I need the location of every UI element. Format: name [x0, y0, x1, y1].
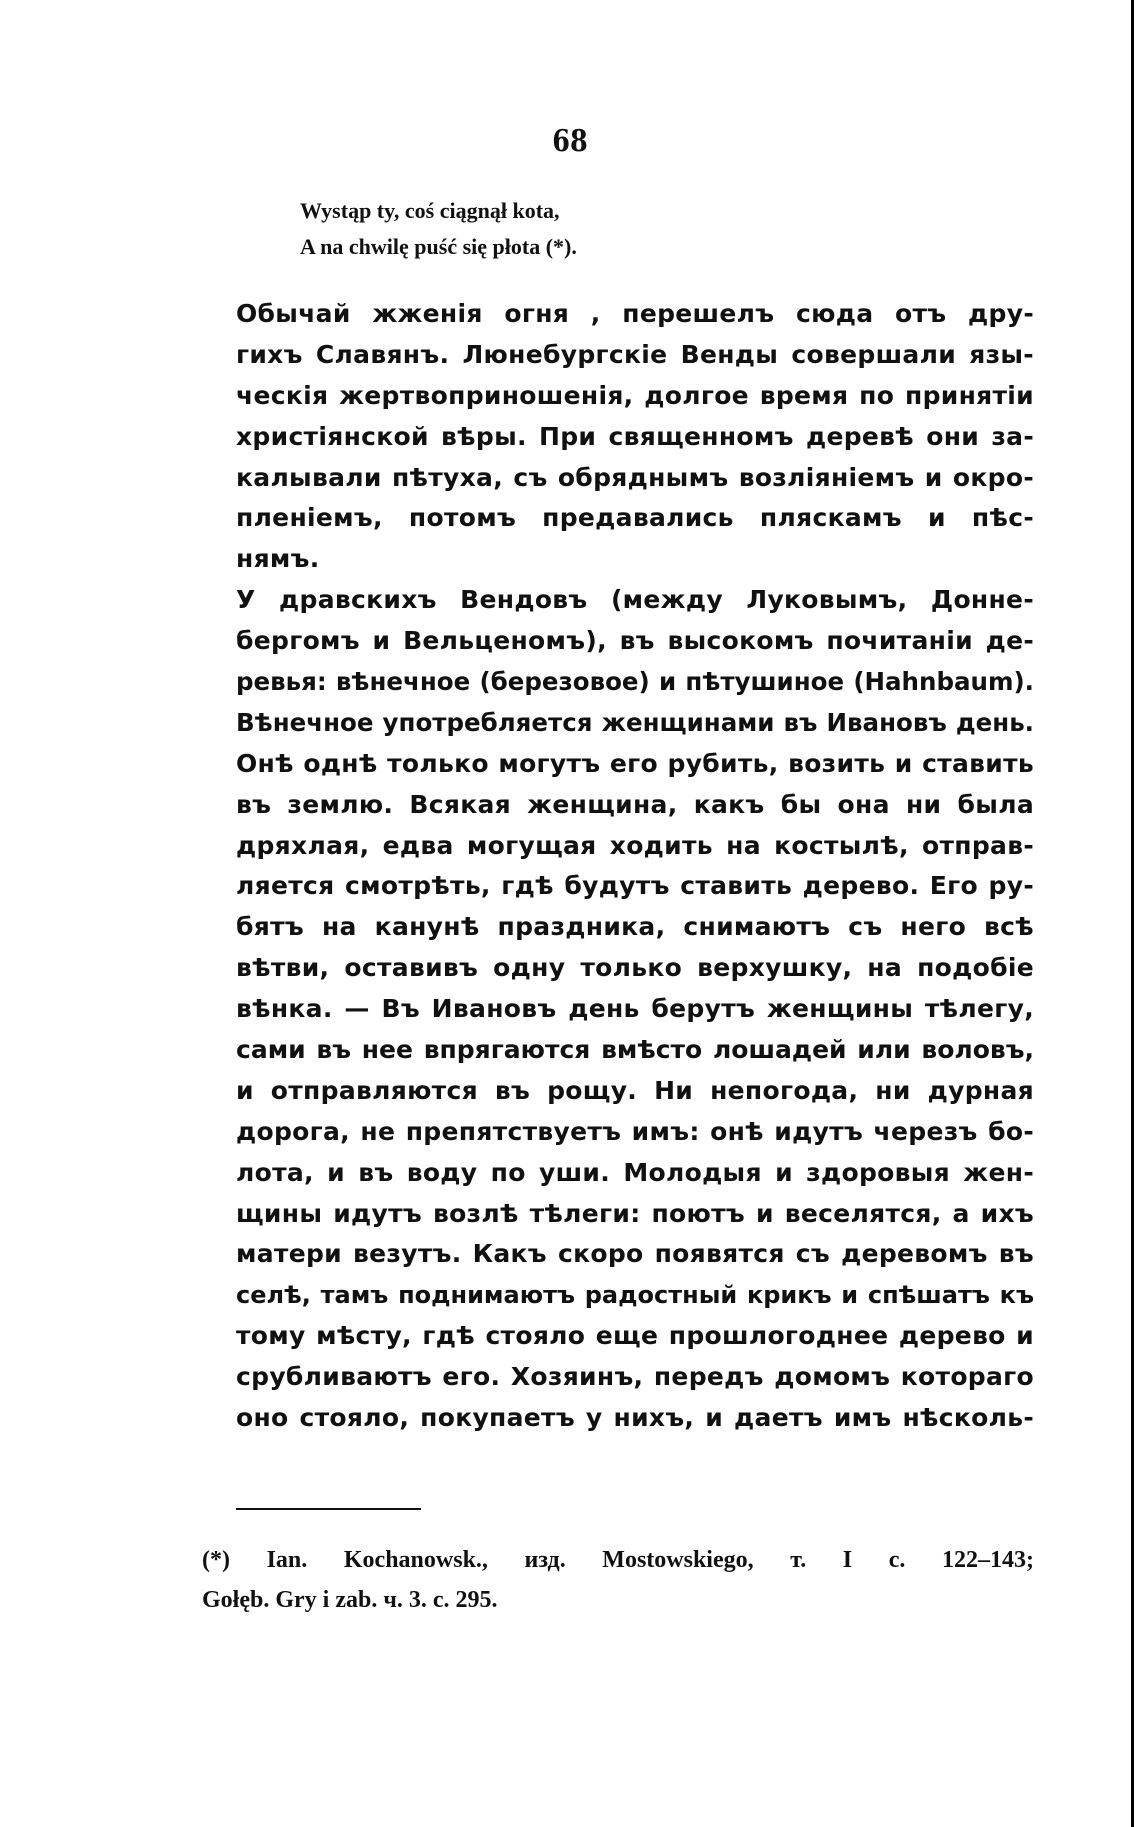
text-line: въ землю. Всякая женщина, какъ бы она ни была: [236, 789, 1034, 819]
text-line: тому мѣсту, гдѣ стояло еще прошлогоднее дерево и: [236, 1321, 1034, 1351]
text-line: и отправляются въ рощу. Ни непогода, ни дурная: [236, 1075, 1034, 1105]
epigraph: [300, 193, 577, 265]
text-line: щины идутъ возлѣ тѣлеги: поютъ и веселятся, а ихъ: [236, 1198, 1034, 1228]
text-line: бергомъ и Вельценомъ), въ высокомъ почитаніи де-: [236, 626, 1034, 656]
text-line: дряхлая, едва могущая ходить на костылѣ, отправ-: [236, 830, 1034, 860]
body-text: [236, 294, 1034, 1439]
page-edge-rule: [1131, 0, 1134, 1827]
text-line: дорога, не препятствуетъ имъ: онѣ идутъ черезъ бо-: [236, 1116, 1034, 1146]
text-line: Вѣнечное употребляется женщинами въ Ивановъ день.: [236, 707, 1034, 737]
text-line: гихъ Славянъ. Люнебургскіе Венды совершали язы-: [236, 339, 1034, 369]
text-line: пленіемъ, потомъ предавались пляскамъ и пѣс-: [236, 503, 1034, 533]
text-line: матери везутъ. Какъ скоро появятся съ деревомъ въ: [236, 1239, 1034, 1269]
footnote-line: Gołęb. Gry i zab. ч. 3. с. 295.: [202, 1587, 498, 1613]
text-line: лота, и въ воду по уши. Молодыя и здоровыя жен-: [236, 1157, 1034, 1187]
text-line: ческія жертвоприношенія, долгое время по принятіи: [236, 380, 1034, 410]
epigraph-line: A na chwilę puść się płota (*).: [300, 234, 577, 259]
footnote-line: (*) Ian. Kochanowsk., изд. Mostowskiego, т. I с. 122–143;: [202, 1547, 1034, 1573]
text-line: ревья: вѣнечное (березовое) и пѣтушиное (Hahnbaum).: [236, 667, 1034, 697]
text-line: срубливаютъ его. Хозяинъ, передъ домомъ котораго: [236, 1362, 1034, 1392]
footnote: [202, 1540, 1034, 1620]
text-line: христіянской вѣры. При священномъ деревѣ они за-: [236, 421, 1034, 451]
text-line: У дравскихъ Вендовъ (между Луковымъ, Донне-: [236, 585, 1034, 615]
footnote-divider: [236, 1508, 421, 1510]
text-line: селѣ, тамъ поднимаютъ радостный крикъ и спѣшатъ къ: [236, 1281, 1034, 1310]
text-line: ляется смотрѣть, гдѣ будутъ ставить дерево. Его ру-: [236, 871, 1034, 901]
text-line: нямъ.: [236, 544, 320, 574]
text-line: Обычай жженія огня , перешелъ сюда отъ дру-: [236, 299, 1034, 328]
text-line: калывали пѣтуха, съ обряднымъ возліяніемъ и окро-: [236, 462, 1034, 492]
text-line: вѣнка. — Въ Ивановъ день берутъ женщины тѣлегу,: [236, 994, 1034, 1024]
text-line: вѣтви, оставивъ одну только верхушку, на подобіе: [236, 953, 1034, 983]
text-line: Онѣ однѣ только могутъ его рубить, возить и ставить: [236, 748, 1034, 778]
text-line: сами въ нее впрягаются вмѣсто лошадей или воловъ,: [236, 1035, 1034, 1065]
text-line: оно стояло, покупаетъ у нихъ, и даетъ имъ нѣсколь-: [236, 1403, 1034, 1433]
epigraph-line: Wystąp ty, coś ciągnął kota,: [300, 198, 560, 223]
page-number: 68: [552, 124, 588, 159]
text-line: бятъ на канунѣ праздника, снимаютъ съ него всѣ: [236, 912, 1034, 942]
